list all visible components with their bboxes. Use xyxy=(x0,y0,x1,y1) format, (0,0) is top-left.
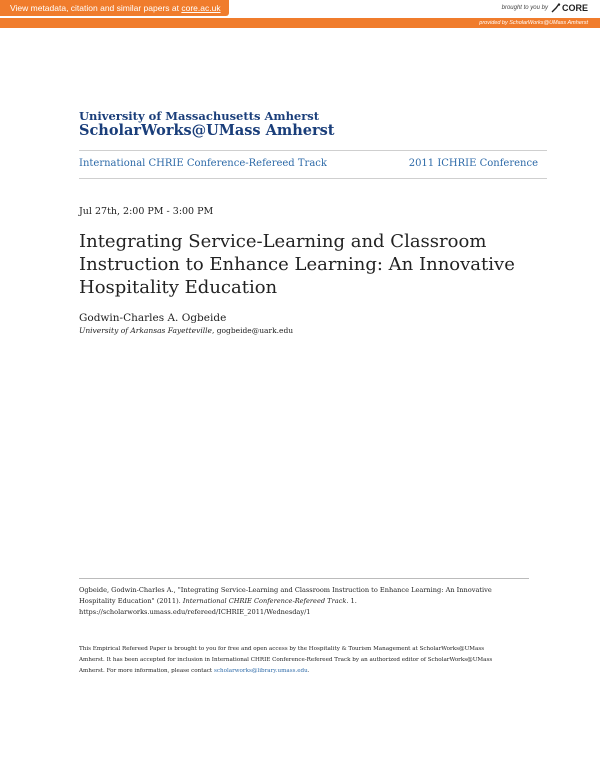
session-date: Jul 27th, 2:00 PM - 3:00 PM xyxy=(79,206,214,217)
brought-to-you-by[interactable] xyxy=(502,3,588,13)
paper-title xyxy=(79,230,539,299)
header-divider-top xyxy=(79,150,547,151)
header-divider-bottom xyxy=(79,178,547,179)
note-text: . xyxy=(307,668,310,674)
citation-text: Hospitality Education" (2011). xyxy=(79,597,183,605)
author-affiliation xyxy=(79,326,293,335)
recommended-citation xyxy=(79,585,539,618)
note-text: Amherst. For more information, please contact xyxy=(79,668,214,674)
note-line: Amherst. It has been accepted for inclusion in International CHRIE Conference-Refereed Track by an authorized editor of ScholarWorks@UMass xyxy=(79,657,493,663)
note-line xyxy=(79,666,539,677)
core-ac-uk-link[interactable]: core.ac.uk xyxy=(181,3,221,13)
citation-divider xyxy=(79,578,529,579)
paper-title-line: Integrating Service-Learning and Classroom xyxy=(79,231,487,252)
core-metadata-link[interactable] xyxy=(0,0,229,16)
affiliation-name: University of Arkansas Fayetteville xyxy=(79,326,212,335)
note-line: This Empirical Refereed Paper is brought to you for free and open access by the Hospitality & Tourism Management at ScholarWorks@UMass xyxy=(79,646,485,652)
citation-line xyxy=(79,596,539,607)
core-view-text: View metadata, citation and similar papers at xyxy=(10,3,182,13)
citation-series: International CHRIE Conference-Refereed Track xyxy=(182,597,347,605)
paper-title-line: Hospitality Education xyxy=(79,277,278,298)
provided-by-text: provided by ScholarWorks@UMass Amherst xyxy=(479,20,588,26)
repository-name-link[interactable]: ScholarWorks@UMass Amherst xyxy=(79,122,335,139)
author-email: , gogbeide@uark.edu xyxy=(211,326,294,335)
brought-text: brought to you by xyxy=(501,5,548,11)
core-logo-icon xyxy=(551,3,561,13)
conference-link[interactable]: 2011 ICHRIE Conference xyxy=(408,158,538,169)
citation-url[interactable]: https://scholarworks.umass.edu/refereed/ICHRIE_2011/Wednesday/1 xyxy=(79,608,311,616)
core-logo-text: CORE xyxy=(561,3,588,13)
contact-email-link[interactable]: scholarworks@library.umass.edu xyxy=(213,668,308,674)
access-note xyxy=(79,644,539,677)
paper-title-line: Instruction to Enhance Learning: An Innovative xyxy=(79,254,515,275)
author-name: Godwin-Charles A. Ogbeide xyxy=(79,312,227,324)
core-banner xyxy=(0,0,600,29)
provided-band xyxy=(0,18,600,28)
university-name-link[interactable]: University of Massachusetts Amherst xyxy=(79,109,320,123)
citation-text: . 1. xyxy=(346,597,357,605)
track-link[interactable]: International CHRIE Conference-Refereed Track xyxy=(79,158,327,169)
core-logo[interactable] xyxy=(551,3,588,13)
citation-line: Ogbeide, Godwin-Charles A., "Integrating Service-Learning and Classroom Instruction to Enhance Learning: An Innovative xyxy=(79,586,492,594)
